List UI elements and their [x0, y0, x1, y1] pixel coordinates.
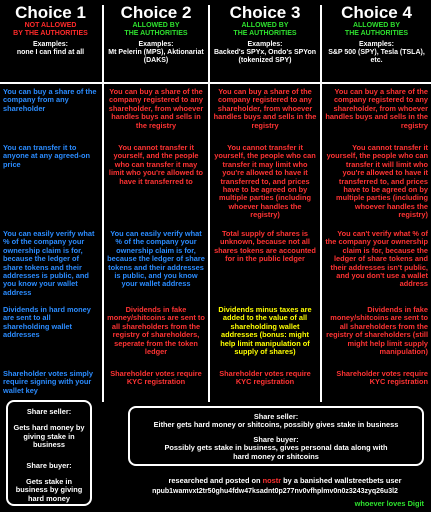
choice-4-status: ALLOWED BY — [352, 22, 401, 29]
choice-3-votes: Shareholder votes require KYC registration — [219, 369, 311, 387]
choice-4-votes: Shareholder votes require KYC registration — [336, 369, 428, 387]
choice-4-buy: You can buy a share of the company registered to any shareholder, from whoever handles buys and sells in the registry — [325, 87, 428, 130]
choice-2-buy: You can buy a share of the company registered to any shareholder, from whoever handles buys and sells in the registry — [108, 87, 204, 130]
credit-line — [150, 476, 420, 485]
choice-2-transfer: You cannot transfer it yourself, and the people who can transfer it may limit who you're allowed to have it transferred to — [108, 143, 204, 186]
choice-1-examples: none I can find at all — [16, 49, 85, 56]
choice-3-examples: Backed's SPYx, Ondo's SPYon (tokenized SPY) — [213, 49, 316, 64]
right-seller-label: Share seller: — [253, 412, 299, 421]
left-seller-text: Gets hard money by giving stake in business — [13, 423, 85, 450]
choice-1-status: NOT ALLOWED — [24, 22, 77, 29]
choice-3-status: ALLOWED BY — [241, 22, 289, 29]
choice-4-verify: You can't verify what % of the company your ownership claim is for, because the ledger of share tokens and their addresses isn't public, and you don't use a wallet address — [325, 229, 428, 289]
credit-platform: nostr — [262, 476, 282, 485]
choice-1-verify: You can easily verify what % of the company your ownership claim is for, because the ledger of share tokens and their addresses is public, and you know your wallet address — [3, 229, 95, 297]
choice-1-transfer: You can transfer it to anyone at any agreed-on price — [3, 143, 91, 169]
credit-prefix: researched and posted on — [168, 476, 261, 485]
credit-npub: npub1wamvxt2tr50ghu4fdw47ksadnt0p277nv0vfhplmv0n0z3243zyq26u3l2 — [152, 488, 398, 495]
right-seller-text: Either gets hard money or shitcoins, possibly gives stake in business — [153, 420, 399, 430]
choice-2-title: Choice 2 — [120, 3, 192, 22]
choice-3-buy: You can buy a share of the company registered to any shareholder, from whoever handles buys and sells in the registry — [213, 87, 317, 130]
choice-3-verify: Total supply of shares is unknown, because not all shares tokens are accounted for in the public ledger — [214, 229, 316, 264]
choice-1-examples-label: Examples: — [32, 41, 69, 48]
choice-3-title: Choice 3 — [229, 3, 301, 22]
credit-suffix: by a banished wallstreetbets user — [283, 476, 402, 485]
header-divider — [0, 82, 431, 84]
choice-1-authority: BY THE AUTHORITIES — [13, 30, 88, 37]
right-buyer-text: Possibly gets stake in business, gives personal data along with hard money or shitcoins — [164, 443, 388, 461]
choice-1-header — [0, 0, 101, 402]
choice-2-dividends: Dividends in fake money/shitcoins are sent to all shareholders from the registry of shareholders, seperate from the token ledger — [107, 305, 205, 357]
choice-2-authority: THE AUTHORITIES — [124, 30, 188, 37]
choice-3-dividends: Dividends minus taxes are added to the value of all shareholding wallet addresses (bonus: might help limit manipulation of supply of shares) — [218, 305, 312, 357]
choice-4-examples-label: Examples: — [358, 41, 395, 48]
choice-2-verify: You can easily verify what % of the company your ownership claim is for, because the ledger of share tokens and their addresses is public, and you know your wallet address — [107, 229, 205, 289]
choice-3-examples-label: Examples: — [247, 41, 283, 48]
choice-4-examples: S&P 500 (SPY), Tesla (TSLA), etc. — [328, 49, 425, 64]
left-seller-label: Share seller: — [26, 407, 72, 416]
choice-4-transfer: You cannot transfer it yourself, the people who can transfer it will limit who you're allowed to have it transferred to, and prices have to be agreed on by multiple parties (including whoever handles the registry) — [326, 143, 428, 220]
right-buyer-label: Share buyer: — [253, 434, 299, 444]
choice-3-transfer: You cannot transfer it yourself, the people who can transfer it may limit who you're allowed to have it transferred to, and prices have to be agreed on by multiple parties (including whoever handles the registry) — [214, 143, 316, 220]
credit-signoff: whoever loves Digit — [354, 499, 424, 508]
choice-4-dividends: Dividends in fake money/shitcoins are sent to all shareholders from the registry of shareholders (still might help limit supply manipulation) — [326, 305, 428, 357]
choice-3-authority: THE AUTHORITIES — [233, 30, 297, 37]
choice-1-title: Choice 1 — [15, 3, 86, 22]
choice-1-votes: Shareholder votes simply require signing with your wallet key — [3, 369, 93, 395]
choices-2-4-summary-box — [128, 406, 424, 466]
choice-4-title: Choice 4 — [341, 3, 412, 22]
left-buyer-label: Share buyer: — [26, 460, 72, 470]
choice-1-buy: You can buy a share of the company from any shareholder — [3, 87, 97, 113]
choice-2-status: ALLOWED BY — [132, 22, 180, 29]
left-buyer-text: Gets stake in business by giving hard money — [15, 477, 83, 503]
choice-2-votes: Shareholder votes require KYC registration — [110, 369, 202, 387]
choice-4-authority: THE AUTHORITIES — [344, 30, 409, 37]
choice-2-examples: Mt Pelerin (MPS), Aktionariat (DAKS) — [108, 49, 204, 64]
choice-1-dividends: Dividends in hard money are sent to all shareholding wallet addresses — [3, 305, 91, 340]
choice-2-examples-label: Examples: — [138, 41, 174, 48]
choice-1-summary-box — [6, 400, 92, 506]
